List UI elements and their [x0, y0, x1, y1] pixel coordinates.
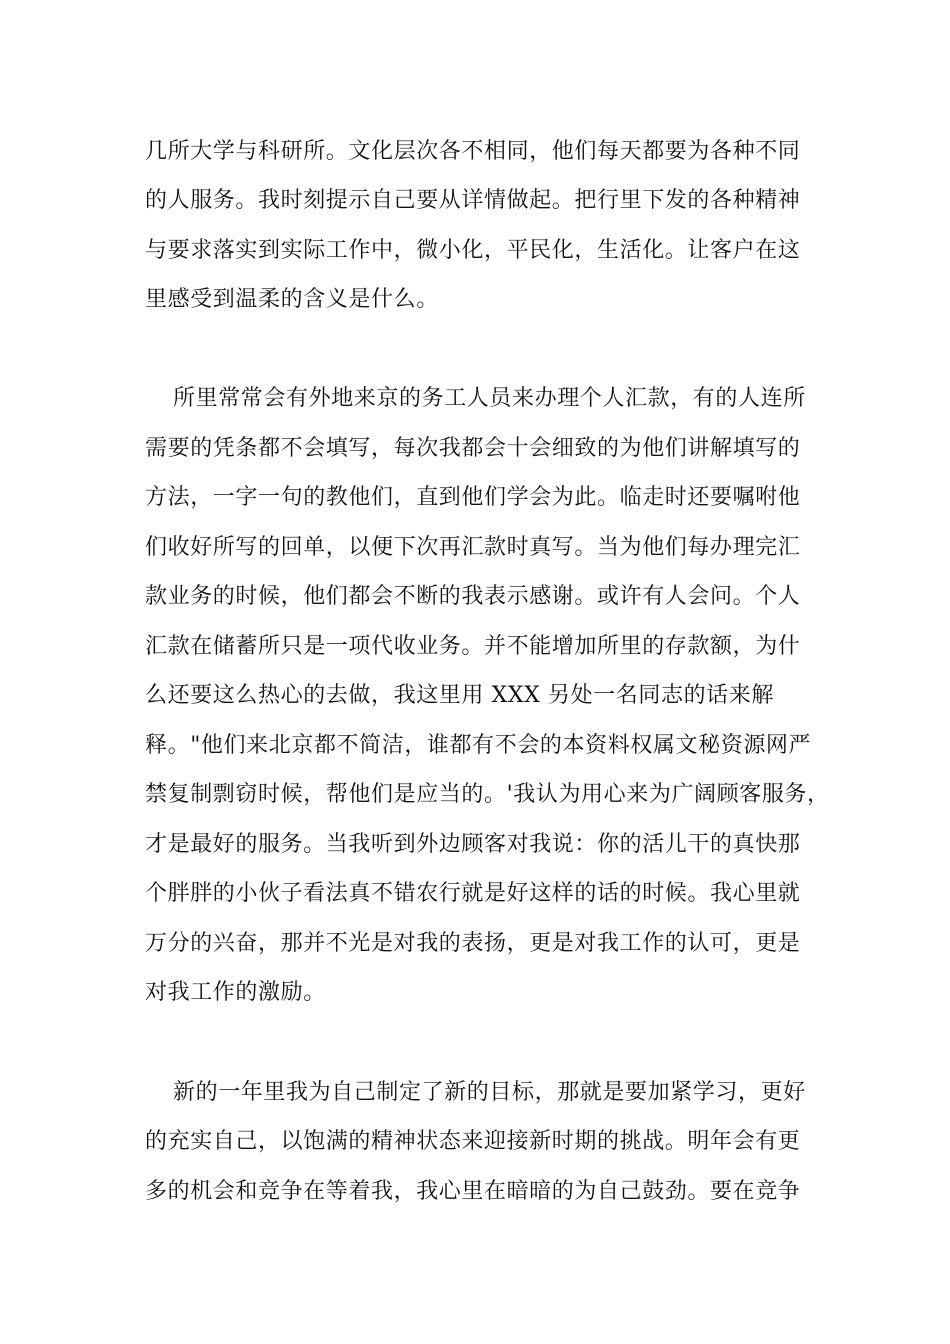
paragraph-1-line-4: 里感受到温柔的含义是什么。	[145, 287, 439, 312]
paragraph-3-line-1: 新的一年里我为自己制定了新的目标，那就是要加紧学习，更好	[173, 1080, 806, 1105]
paragraph-3-line-2: 的充实自己，以饱满的精神状态来迎接新时期的挑战。明年会有更	[145, 1129, 801, 1154]
paragraph-3-line-3: 多的机会和竞争在等着我，我心里在暗暗的为自己鼓劲。要在竞争	[145, 1179, 801, 1204]
paragraph-2-line-4: 们收好所写的回单，以便下次再汇款时真写。当为他们每办理完汇	[145, 535, 801, 560]
paragraph-2-line-11: 个胖胖的小伙子看法真不错农行就是好这样的话的时候。我心里就	[145, 881, 801, 906]
paragraph-1-line-3: 与要求落实到实际工作中，微小化，平民化，生活化。让客户在这	[145, 238, 801, 263]
paragraph-2-line-6: 汇款在储蓄所只是一项代收业务。并不能增加所里的存款额，为什	[145, 634, 801, 659]
paragraph-2-line-1: 所里常常会有外地来京的务工人员来办理个人汇款，有的人连所	[173, 386, 806, 411]
paragraph-2-line-9: 禁复制剽窃时候，帮他们是应当的。'我认为用心来为广阔顾客服务，	[145, 782, 830, 807]
paragraph-2-line-7: 么还要这么热心的去做，我这里用 XXX 另处一名同志的话来解	[145, 683, 774, 708]
paragraph-2-line-2: 需要的凭条都不会填写，每次我都会十会细致的为他们讲解填写的	[145, 436, 801, 461]
paragraph-2-line-3: 方法，一字一句的教他们，直到他们学会为此。临走时还要嘱咐他	[145, 485, 801, 510]
paragraph-2-line-13: 对我工作的激励。	[145, 980, 326, 1005]
paragraph-1-line-1: 几所大学与科研所。文化层次各不相同，他们每天都要为各种不同	[145, 139, 801, 164]
paragraph-2-line-10: 才是最好的服务。当我听到外边顾客对我说：你的活儿干的真快那	[145, 832, 801, 857]
paragraph-2-line-12: 万分的兴奋，那并不光是对我的表扬，更是对我工作的认可，更是	[145, 931, 801, 956]
paragraph-2-line-8: 释。"他们来北京都不简洁，谁都有不会的本资料权属文秘资源网严	[145, 733, 812, 758]
paragraph-2-line-5: 款业务的时候，他们都会不断的我表示感谢。或许有人会问。个人	[145, 584, 801, 609]
paragraph-1-line-2: 的人服务。我时刻提示自己要从详情做起。把行里下发的各种精神	[145, 188, 801, 213]
